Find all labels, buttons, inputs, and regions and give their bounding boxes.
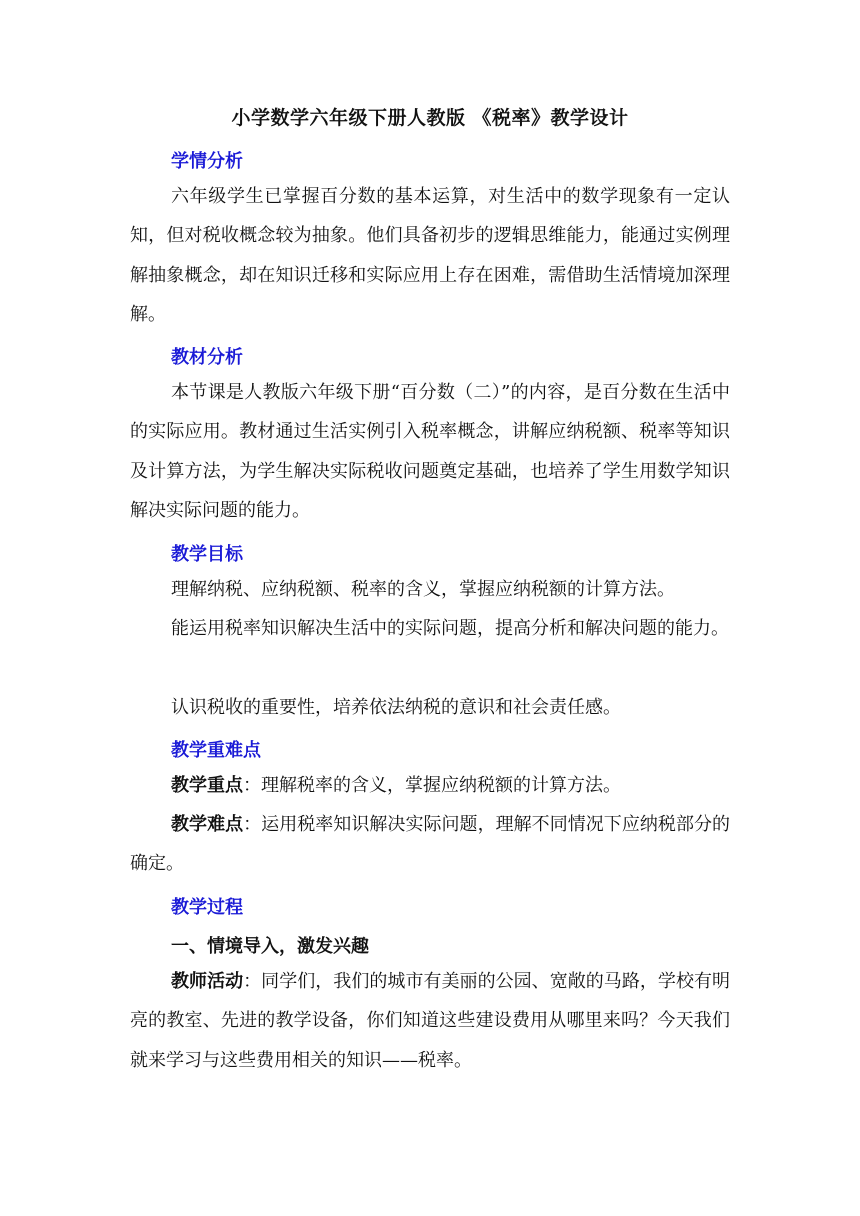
teaching-focus-text: ：理解税率的含义，掌握应纳税额的计算方法。 (243, 775, 621, 796)
step-1-title: 一、情境导入，激发兴趣 (171, 936, 369, 957)
paragraph-textbook-analysis: 本节课是人教版六年级下册“百分数（二）”的内容，是百分数在生活中的实际应用。教材通过生活实例引入税率概念，讲解应纳税额、税率等知识及计算方法，为学生解决实际税收问题奠定基础，也培养了学生用数学知识解决实际问题的能力。 (130, 382, 730, 521)
teaching-difficulty-text: ：运用税率知识解决实际问题，理解不同情况下应纳税部分的确定。 (130, 814, 731, 875)
paragraph-teaching-difficulty (130, 805, 730, 884)
teacher-activity-text: ：同学们，我们的城市有美丽的公园、宽敞的马路，学校有明亮的教室、先进的教学设备，你们知道这些建设费用从哪里来吗？今天我们就来学习与这些费用相关的知识——税率。 (130, 971, 731, 1071)
heading-teaching-goals: 教学目标 (171, 544, 243, 565)
paragraph-teacher-activity (130, 962, 730, 1080)
paragraph-teaching-focus (130, 766, 730, 805)
teaching-difficulty-label: 教学难点 (171, 814, 244, 835)
document-title: 小学数学六年级下册人教版 《税率》教学设计 (231, 107, 629, 129)
teacher-activity-label: 教师活动 (171, 971, 244, 992)
goal-item-2: 能运用税率知识解决生活中的实际问题，提高分析和解决问题的能力。 (171, 618, 729, 639)
paragraph-student-analysis: 六年级学生已掌握百分数的基本运算，对生活中的数学现象有一定认知，但对税收概念较为抽象。他们具备初步的逻辑思维能力，能通过实例理解抽象概念，却在知识迁移和实际应用上存在困难，需借助生活情境加深理解。 (130, 186, 730, 325)
heading-textbook-analysis: 教材分析 (171, 347, 243, 368)
heading-student-analysis: 学情分析 (171, 151, 243, 172)
heading-teaching-process: 教学过程 (171, 897, 243, 918)
goal-item-3: 认识税收的重要性，培养依法纳税的意识和社会责任感。 (171, 697, 621, 718)
goal-item-1: 理解纳税、应纳税额、税率的含义，掌握应纳税额的计算方法。 (171, 579, 675, 600)
teaching-focus-label: 教学重点 (171, 775, 243, 796)
heading-key-points: 教学重难点 (171, 740, 261, 761)
